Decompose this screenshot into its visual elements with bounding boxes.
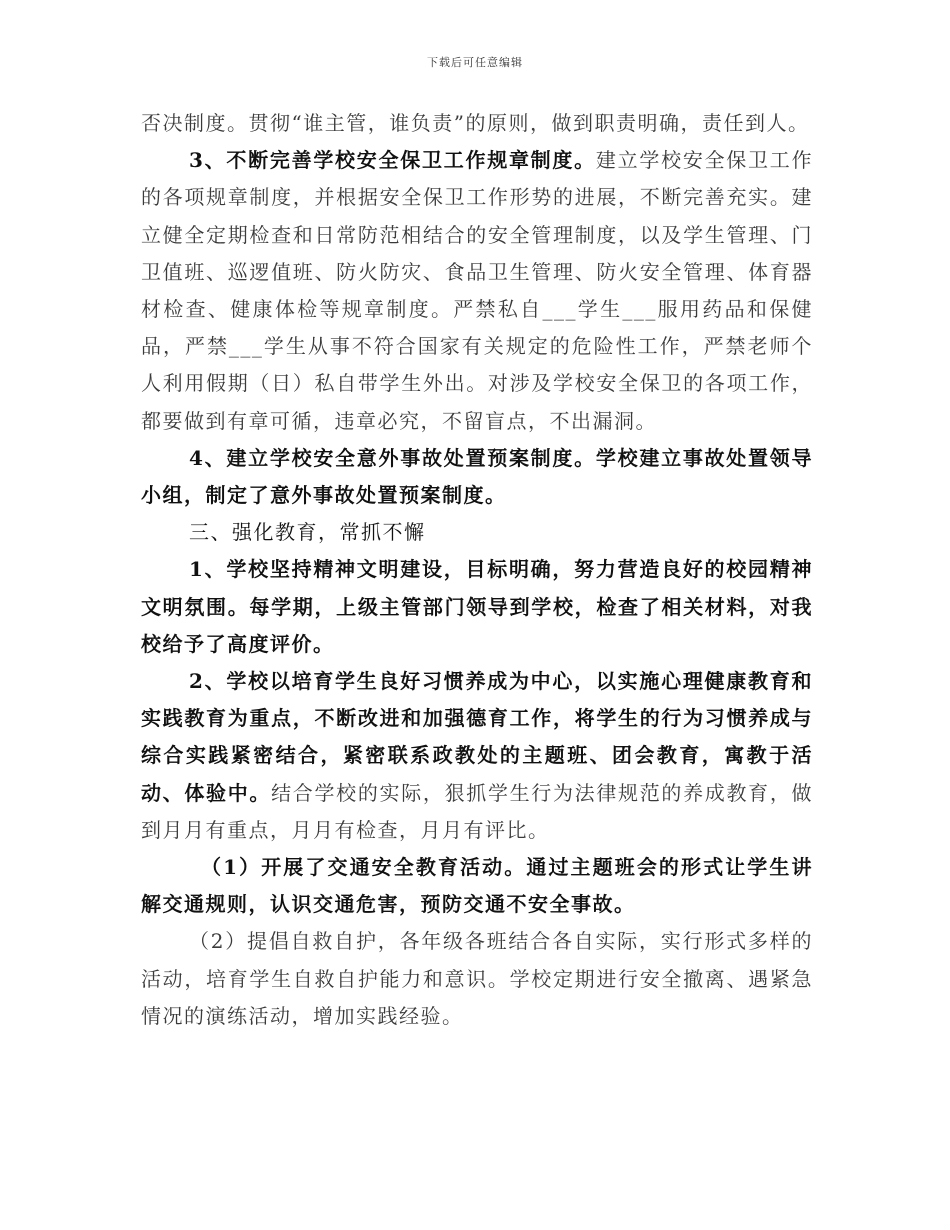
section-heading-education: [141, 514, 813, 551]
paragraph-text: 否决制度。贯彻“谁主管，谁负责”的原则，做到职责明确，责任到人。: [141, 111, 810, 135]
section-heading-text: 三、强化教育，常抓不懈: [189, 520, 426, 545]
paragraph-traffic-safety: [141, 849, 813, 923]
paragraph-text: 结合学校的实际，狠抓学生行为法律规范的养成教育，做到月月有重点，月月有检查，月月有评比。: [141, 780, 814, 842]
paragraph-spiritual-civilization: [141, 551, 813, 663]
paragraph-text: 建立学校安全保卫工作的各项规章制度，并根据安全保卫工作形势的进展，不断完善充实。建立健全定期检查和日常防范相结合的安全管理制度，以及学生管理、门卫值班、巡逻值班、防火防灾、食品卫生管理、防火安全管理、体育器材检查、健康体检等规章制度。严禁私自___学生___服用药品和保健品，严禁___学生从事不符合国家有关规定的危险性工作，严禁老师个人利用假期（日）私自带学生外出。对涉及学校安全保卫的各项工作，都要做到有章可循，违章必究，不留盲点，不出漏洞。: [141, 148, 814, 433]
paragraph-text: 4、建立学校安全意外事故处置预案制度。学校建立事故处置领导小组，制定了意外事故处置预案制度。: [141, 445, 813, 508]
paragraph-emergency-plan: [141, 440, 813, 514]
paragraph-habits: [141, 663, 813, 849]
paragraph-text-bold: 2、学校以培育学生良好习惯养成为中心，以实施心理健康教育和实践教育为重点，不断改进和加强德育工作，将学生的行为习惯养成与综合实践紧密结合，紧密联系政教处的主题班、团会教育，寓教于活动、体验中。: [141, 669, 813, 805]
document-body: [141, 105, 813, 1035]
paragraph-text: 1、学校坚持精神文明建设，目标明确，努力营造良好的校园精神文明氛围。每学期，上级主管部门领导到学校，检查了相关材料，对我校给予了高度评价。: [141, 557, 813, 656]
paragraph-self-rescue: [141, 923, 813, 1035]
paragraph-regulations: [141, 142, 813, 440]
page-header-note: 下载后可任意编辑: [427, 56, 523, 69]
paragraph-responsibility: [141, 105, 813, 142]
paragraph-text: （2）提倡自救自护，各年级各班结合各自实际，实行形式多样的活动，培育学生自救自护能力和意识。学校定期进行安全撤离、遇紧急情况的演练活动，增加实践经验。: [141, 929, 813, 1028]
paragraph-heading-bold: 3、不断完善学校安全保卫工作规章制度。: [189, 148, 596, 173]
paragraph-text: （1）开展了交通安全教育活动。通过主题班会的形式让学生讲解交通规则，认识交通危害，预防交通不安全事故。: [141, 855, 813, 917]
